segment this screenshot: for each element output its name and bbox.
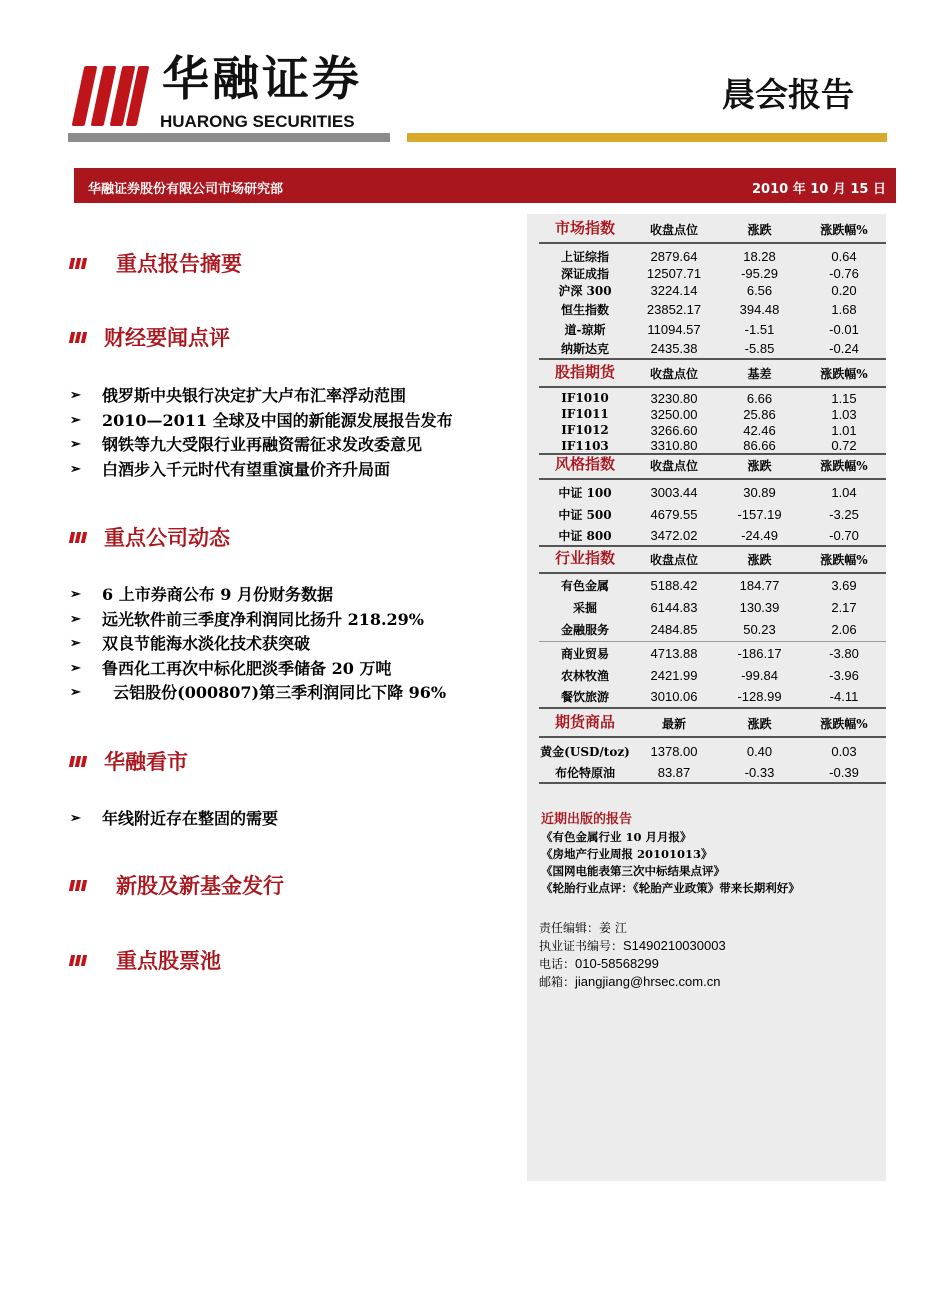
- company-name-en: HUARONG SECURITIES: [160, 112, 355, 131]
- list-item: ➢ 2010—2011 全球及中国的新能源发展报告发布: [70, 410, 453, 430]
- table-row: 恒生指数 23852.17 394.48 1.68: [560, 301, 857, 317]
- table-row: 采掘 6144.83 130.39 2.17: [572, 599, 857, 615]
- table-row: 中证 800 3472.02 -24.49 -0.70: [539, 525, 886, 547]
- list-item: ➢ 俄罗斯中央银行决定扩大卢布汇率浮动范围: [70, 386, 407, 405]
- arrowhead-bullet-icon: ➢: [70, 388, 81, 403]
- company-news-list: [70, 584, 446, 707]
- arrowhead-bullet-icon: ➢: [70, 660, 81, 676]
- commodity-futures-table: [539, 710, 886, 784]
- market-index-table: [539, 214, 886, 360]
- list-item: ➢ 双良节能海水淡化技术获突破: [70, 634, 311, 653]
- list-item: 《有色金属行业 10 月月报》: [541, 830, 692, 844]
- arrowhead-bullet-icon: ➢: [70, 685, 81, 700]
- cert-line: 执业证书编号：S1490210030003: [539, 938, 726, 953]
- table-header: 风格指数 收盘点位 涨跌 涨跌幅%: [539, 454, 886, 480]
- table-row: 纳斯达克 2435.38 -5.85 -0.24: [539, 339, 886, 360]
- header-divider-gold: [407, 133, 887, 142]
- list-item: ➢ 年线附近存在整固的需要: [70, 809, 279, 828]
- section-marker-icon: [70, 756, 90, 767]
- table-row: IF1010 3230.80 6.66 1.15: [561, 390, 857, 406]
- table-row: 中证 500 4679.55 -157.19 -3.25: [558, 507, 859, 522]
- table-row: 道-琼斯 11094.57 -1.51 -0.01: [564, 321, 859, 337]
- table-header: 股指期货 收盘点位 基差 涨跌幅%: [539, 360, 886, 388]
- company-name-cn: 华融证券: [162, 52, 362, 107]
- huarong-logo-icon: [70, 66, 148, 126]
- section-news-heading: 财经要闻点评: [70, 322, 230, 352]
- table-header: 市场指数 收盘点位 涨跌 涨跌幅%: [539, 214, 886, 244]
- table-row: 黄金(USD/toz) 1378.00 0.40 0.03: [540, 743, 857, 759]
- section-marker-icon: [70, 332, 90, 343]
- list-item: ➢ 白酒步入千元时代有望重演量价齐升局面: [70, 459, 391, 479]
- header-divider-grey: [68, 133, 390, 142]
- table-row: 上证综指 2879.64 18.28 0.64: [560, 249, 857, 264]
- table-row: 深证成指 12507.71 -95.29 -0.76: [560, 266, 859, 281]
- section-marker-icon: [70, 258, 90, 269]
- phone-line: 电话：010-58568299: [539, 956, 659, 971]
- table-row: 商业贸易 4713.88 -186.17 -3.80: [560, 645, 859, 661]
- section-marker-icon: [70, 955, 90, 966]
- table-header: 期货商品 最新 涨跌 涨跌幅%: [539, 710, 886, 738]
- arrowhead-bullet-icon: ➢: [70, 611, 81, 627]
- arrowhead-bullet-icon: ➢: [70, 412, 81, 428]
- recent-reports: [541, 808, 800, 897]
- contact-info: [539, 920, 726, 991]
- department-name: 华融证券股份有限公司市场研究部: [88, 182, 284, 197]
- index-futures-table: [539, 360, 886, 455]
- table-header: 行业指数 收盘点位 涨跌 涨跌幅%: [539, 548, 886, 574]
- list-item: 《房地产行业周报 20101013》: [541, 847, 713, 861]
- editor-line: 责任编辑：姜 江: [539, 921, 627, 935]
- list-item: ➢ 远光软件前三季度净利润同比扬升 218.29%: [70, 609, 425, 629]
- list-item: 《轮胎行业点评：《轮胎产业政策》带来长期利好》: [541, 881, 800, 895]
- list-item: ➢ 鲁西化工再次中标化肥淡季储备 20 万吨: [70, 658, 392, 678]
- market-view-list: [70, 808, 278, 833]
- arrowhead-bullet-icon: ➢: [70, 587, 81, 602]
- arrowhead-bullet-icon: ➢: [70, 437, 81, 452]
- arrowhead-bullet-icon: ➢: [70, 461, 81, 477]
- table-row: IF1103 3310.80 86.66 0.72: [539, 438, 886, 455]
- recent-reports-title: 近期出版的报告: [541, 812, 633, 827]
- table-row: 餐饮旅游 3010.06 -128.99 -4.11: [539, 686, 886, 709]
- document-type-title: 晨会报告: [722, 75, 854, 114]
- section-ipo-heading: 新股及新基金发行: [70, 870, 284, 900]
- style-index-table: [539, 454, 886, 547]
- report-date: 2010 年 10 月 15 日: [752, 182, 886, 197]
- section-market-heading: 华融看市: [70, 746, 188, 776]
- section-marker-icon: [70, 532, 90, 543]
- section-marker-icon: [70, 880, 90, 891]
- section-company-heading: 重点公司动态: [70, 522, 230, 552]
- list-item: 《国网电能表第三次中标结果点评》: [541, 864, 725, 878]
- industry-index-table: [539, 548, 886, 709]
- table-row: 布伦特原油 83.87 -0.33 -0.39: [539, 762, 886, 784]
- table-row: 金融服务 2484.85 50.23 2.06: [539, 618, 886, 642]
- table-row: 中证 100 3003.44 30.89 1.04: [558, 484, 857, 500]
- table-row: IF1012 3266.60 42.46 1.01: [561, 422, 857, 438]
- list-item: ➢ 钢铁等九大受限行业再融资需征求发改委意见: [70, 435, 423, 454]
- header-banner: [74, 168, 896, 203]
- list-item: ➢ 6 上市券商公布 9 月份财务数据: [70, 585, 333, 604]
- list-item: ➢ 云铝股份(000807)第三季利润同比下降 96%: [70, 683, 447, 702]
- section-summary-heading: 重点报告摘要: [70, 248, 242, 278]
- table-row: 沪深 300 3224.14 6.56 0.20: [558, 283, 857, 298]
- arrowhead-bullet-icon: ➢: [70, 811, 81, 826]
- email-line[interactable]: 邮箱：jiangjiang@hrsec.com.cn: [539, 974, 721, 989]
- news-list: [70, 385, 453, 483]
- table-row: IF1011 3250.00 25.86 1.03: [561, 406, 857, 422]
- table-row: 农林牧渔 2421.99 -99.84 -3.96: [560, 667, 859, 683]
- arrowhead-bullet-icon: ➢: [70, 636, 81, 651]
- section-stock-pool-heading: 重点股票池: [70, 945, 221, 975]
- table-row: 有色金属 5188.42 184.77 3.69: [560, 577, 857, 593]
